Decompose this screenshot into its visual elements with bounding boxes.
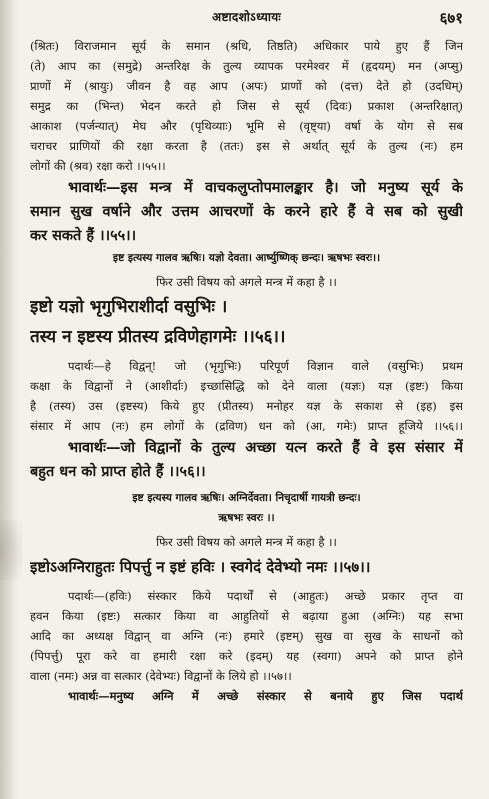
mantra-line: तस्य न इष्टस्य प्रीतस्य द्रविणेहागमेः ।।५६।। xyxy=(30,327,286,347)
text-line: प्राणों में (श्रायुः) जीवन है वह आप (अपः) प्राणों को (दत्त) देते हो (उदधिम्) xyxy=(30,79,463,93)
text-line: है (तस्य) उस (इष्टस्य) किये हुए (प्रीतस्य) मनोहर यज्ञ के सकाश से (इह) इस xyxy=(30,399,463,413)
text-line: (ते) आप का (समुद्रे) अन्तरिक्ष के तुल्य व्यापक परमेश्वर में (हृदयम्) मन (अप्सु) xyxy=(30,59,463,73)
mantra-57: इष्टोऽअग्निराहुतः पिपर्त्तु न इष्टं हविः । स्वगेदं देवेभ्यो नमः ।।५७।। xyxy=(30,558,371,576)
mantra-56 xyxy=(30,292,463,352)
text-line: समुद्र का (भिन्त) भेदन करते हो जिस से सूर्य (दिवः) प्रकाश (अन्तरिक्षात्) xyxy=(30,99,463,113)
text-line: (पिपर्त्तु) पूरा करे वा हमारी रक्षा करे (इदम्) यह (स्वगा) अपने को प्राप्त होने xyxy=(30,649,463,663)
bhavartha-55 xyxy=(30,176,463,248)
chapter-title: अष्टादशोऽध्यायः xyxy=(212,10,281,24)
text-line: कक्षा के विद्वानों ने (आशीर्दाः) इच्छासिद्धि को देने वाला (यज्ञः) यज्ञ (इष्टः) किया xyxy=(30,379,463,393)
mantra-metadata-swara: ऋषभः स्वरः ।। xyxy=(218,512,275,524)
text-line: आकाश (पर्जन्यात्) मेघ और (पृथिव्याः) भूमि से (वृष्ट्या) वर्षा के योग से सब xyxy=(30,119,463,133)
text-line: वाला (नमः) अन्न वा सत्कार (देवेभ्यः) विद्वानों के लिये हो ।।५७।। xyxy=(30,669,292,683)
section-intro: फिर उसी विषय को अगले मन्त्र में कहा है ।। xyxy=(156,535,337,549)
text-line: (श्रितः) विराजमान सूर्य के समान (श्रधि, तिष्ठति) अधिकार पाये हुए हैं जिन xyxy=(30,39,463,53)
mantra-metadata: इष्ट इत्यस्य गालव ऋषिः। अग्निर्देवता। निचृदार्षी गायत्री छन्दः। xyxy=(132,492,361,504)
binding-shadow xyxy=(0,0,18,799)
commentary-block-55 xyxy=(30,36,463,176)
bhavartha-56 xyxy=(30,436,463,484)
text-line: संसार में आप (नः) हम लोगों के (द्रविण) धन को (आ, गमेः) प्राप्त हूजिये ।।५६।। xyxy=(30,419,463,433)
section-intro: फिर उसी विषय को अगले मन्त्र में कहा है ।। xyxy=(156,275,337,289)
bhavartha-57: भावार्थः—मनुष्य अग्नि में अच्छे संस्कार से बनाये हुए जिस पदार्थ xyxy=(68,689,463,703)
mantra-line: इष्टो यज्ञो भृगुभिराशीर्दा वसुभिः । xyxy=(30,297,228,317)
text-line: भावार्थः—जो विद्वानों के तुल्य अच्छा यत्न करते हैं वे इस संसार में xyxy=(68,439,463,456)
text-line: चराचर प्राणियों की रक्षा करता है (ततः) इस से अर्थात् सूर्य के तुल्य (नः) हम xyxy=(30,139,463,153)
text-line: समान सुख वर्षाने और उत्तम आचरणों के करने हारे हैं वे सब को सुखी xyxy=(30,203,463,220)
text-line: लोगों की (श्रव) रक्षा करो ।।५५।। xyxy=(30,159,166,173)
mantra-metadata: इष्ट इत्यस्य गालव ऋषिः। यज्ञो देवता। आर्ष्युष्णिक् छन्दः। ऋषभः स्वरः।। xyxy=(112,252,381,264)
text-line: पदार्थः—हे विद्वन्! जो (भृगुभिः) परिपूर्ण विज्ञान वाले (वसुभिः) प्रथम xyxy=(68,359,463,373)
padartha-57 xyxy=(30,586,463,686)
text-line: आदि का अध्यक्ष विद्वान् वा अग्नि (नः) हमारे (इष्टम्) सुख वा सुख के साधनों को xyxy=(30,629,463,643)
text-line: भावार्थः—इस मन्त्र में वाचकलुप्तोपमालङ्कार है। जो मनुष्य सूर्य के xyxy=(68,179,463,196)
page-header xyxy=(30,8,463,30)
padartha-56 xyxy=(30,356,463,436)
text-line: हवन किया (इष्टः) सत्कार किया वा आहुतियों से बढ़ाया हुआ (अग्निः) यह सभा xyxy=(30,609,463,623)
text-line: बहुत धन को प्राप्त होते हैं ।।५६।। xyxy=(30,463,206,480)
text-line: कर सकते हैं ।।५५।। xyxy=(30,227,137,244)
page-number: ६७१ xyxy=(439,9,463,27)
text-line: पदार्थः—(हविः) संस्कार किये पदार्थों से (आहुतः) अच्छे प्रकार तृप्त वा xyxy=(68,589,463,603)
scan-smudge xyxy=(0,520,22,580)
